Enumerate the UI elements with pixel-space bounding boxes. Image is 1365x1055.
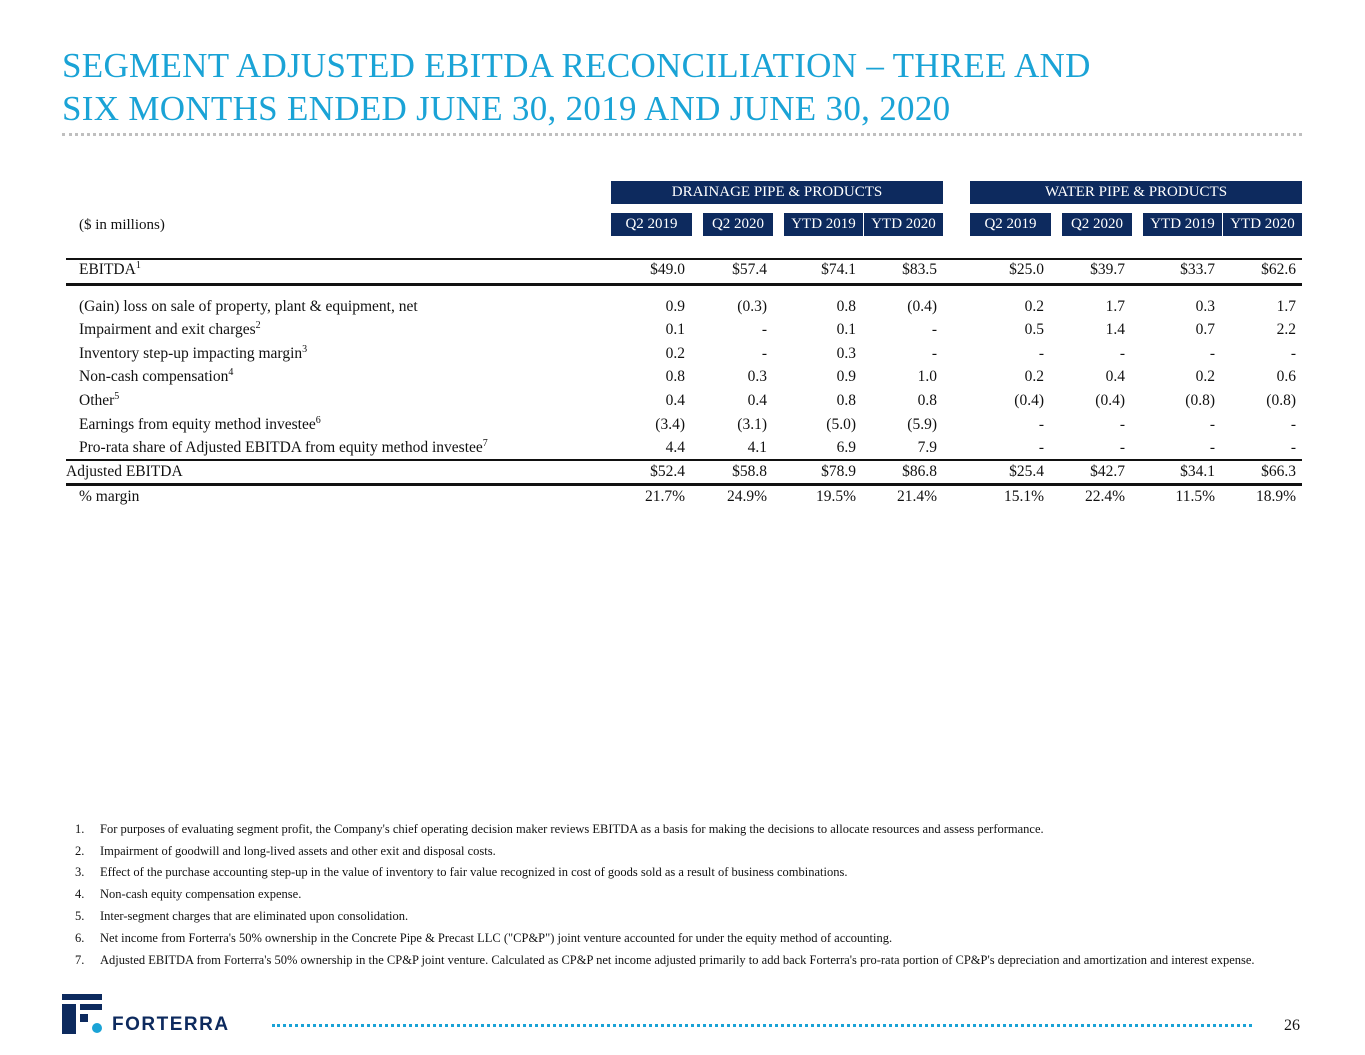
row-label-text: EBITDA [79, 261, 136, 278]
table-cell: 0.1 [836, 321, 856, 338]
table-row-pro-rata-share [0, 437, 1365, 459]
col-header-drainage-ytd-2020: YTD 2020 [864, 213, 943, 236]
col-header-water-ytd-2019: YTD 2019 [1143, 213, 1222, 236]
table-cell: (5.0) [826, 416, 856, 433]
table-cell: - [1290, 416, 1296, 433]
table-cell: - [1119, 345, 1125, 362]
table-cell: $49.0 [650, 261, 685, 278]
table-row-adjusted-ebitda [0, 461, 1365, 483]
title-line-1: SEGMENT ADJUSTED EBITDA RECONCILIATION – THREE AND [62, 46, 1091, 85]
table-cell: 1.0 [917, 368, 937, 385]
brand-name: FORTERRA [112, 1014, 230, 1035]
segment-header-drainage: DRAINAGE PIPE & PRODUCTS [611, 181, 943, 204]
segment-header-water: WATER PIPE & PRODUCTS [970, 181, 1302, 204]
table-cell: $39.7 [1090, 261, 1125, 278]
col-header-water-q2-2020: Q2 2020 [1062, 213, 1132, 236]
row-label [79, 366, 233, 388]
table-cell: 0.3 [747, 368, 767, 385]
table-cell: 21.4% [896, 488, 937, 505]
title-divider [62, 133, 1302, 136]
table-cell: (0.3) [737, 298, 767, 315]
footnote-text: Impairment of goodwill and long-lived assets and other exit and disposal costs. [100, 843, 496, 858]
table-cell: (0.4) [1095, 392, 1125, 409]
table-row-margin [0, 486, 1365, 508]
row-label [79, 296, 418, 318]
table-cell: 0.4 [665, 392, 685, 409]
table-cell: - [1119, 416, 1125, 433]
col-header-drainage-q2-2020: Q2 2020 [703, 213, 773, 236]
table-cell: - [1290, 345, 1296, 362]
footnote-item [75, 819, 1305, 841]
footnote-ref: 2 [255, 319, 261, 331]
table-cell: - [931, 321, 937, 338]
page-number: 26 [1284, 1017, 1300, 1034]
footnote-text: Inter-segment charges that are eliminated upon consolidation. [100, 908, 409, 923]
table-row-gain-loss-on-sale [0, 296, 1365, 318]
table-cell: $74.1 [821, 261, 856, 278]
table-cell: - [1209, 416, 1215, 433]
row-label-text: Pro-rata share of Adjusted EBITDA from equity method investee [79, 439, 483, 456]
footnote-item [75, 906, 1305, 928]
table-cell: - [761, 345, 767, 362]
table-cell: 7.9 [917, 439, 937, 456]
table-cell: 0.9 [665, 298, 685, 315]
table-cell: 0.3 [836, 345, 856, 362]
table-cell: $57.4 [732, 261, 767, 278]
footnote-ref: 3 [302, 343, 308, 355]
table-cell: 11.5% [1175, 488, 1215, 505]
table-cell: $78.9 [821, 463, 856, 480]
table-cell: - [931, 345, 937, 362]
row-label-text: (Gain) loss on sale of property, plant & equipment, net [79, 298, 418, 315]
footnote-item [75, 949, 1305, 968]
table-cell: - [1209, 345, 1215, 362]
row-label [79, 259, 141, 281]
footnote-ref: 7 [482, 437, 488, 449]
table-cell: $83.5 [902, 261, 937, 278]
table-cell: 0.1 [665, 321, 685, 338]
table-cell: 0.4 [1105, 368, 1125, 385]
footnote-item [75, 884, 1305, 906]
row-label [66, 461, 183, 483]
footer-divider [272, 1024, 1252, 1027]
table-cell: 21.7% [644, 488, 685, 505]
table-cell: - [1038, 416, 1044, 433]
table-cell: 19.5% [815, 488, 856, 505]
units-label: ($ in millions) [79, 217, 165, 233]
table-cell: 0.4 [747, 392, 767, 409]
table-cell: (0.4) [1014, 392, 1044, 409]
table-cell: $58.8 [732, 463, 767, 480]
footnote-ref: 4 [228, 366, 234, 378]
table-cell: (5.9) [907, 416, 937, 433]
table-cell: 0.2 [1024, 298, 1044, 315]
table-cell: $25.0 [1009, 261, 1044, 278]
footnote-number: 3. [75, 865, 85, 880]
footnote-number: 7. [75, 953, 85, 968]
table-cell: 0.3 [1195, 298, 1215, 315]
table-cell: - [1038, 439, 1044, 456]
table-row-equity-earnings [0, 414, 1365, 436]
table-cell: 0.8 [836, 298, 856, 315]
table-cell: $33.7 [1180, 261, 1215, 278]
footnote-number: 4. [75, 887, 85, 902]
table-cell: 1.7 [1276, 298, 1296, 315]
table-cell: $25.4 [1009, 463, 1044, 480]
title-line-2: SIX MONTHS ENDED JUNE 30, 2019 AND JUNE 30, 2020 [62, 89, 951, 128]
table-cell: 22.4% [1084, 488, 1125, 505]
table-cell: 0.5 [1024, 321, 1044, 338]
table-cell: 4.4 [665, 439, 685, 456]
row-label [79, 414, 321, 436]
table-cell: 24.9% [726, 488, 767, 505]
table-cell: - [1119, 439, 1125, 456]
row-label-text: % margin [79, 488, 140, 505]
footnote-item [75, 841, 1305, 863]
footnote-ref: 1 [135, 259, 141, 271]
table-cell: (0.8) [1185, 392, 1215, 409]
row-label-text: Adjusted EBITDA [66, 463, 183, 480]
row-label-text: Impairment and exit charges [79, 321, 256, 338]
table-row-other [0, 390, 1365, 412]
table-cell: 0.6 [1276, 368, 1296, 385]
table-cell: $52.4 [650, 463, 685, 480]
table-cell: - [761, 321, 767, 338]
row-label [79, 437, 488, 459]
table-cell: (3.4) [655, 416, 685, 433]
table-cell: 18.9% [1255, 488, 1296, 505]
row-label [79, 486, 139, 508]
table-cell: - [1038, 345, 1044, 362]
col-header-drainage-ytd-2019: YTD 2019 [784, 213, 863, 236]
table-cell: - [1209, 439, 1215, 456]
forterra-logo-icon [62, 994, 102, 1034]
table-cell: 2.2 [1276, 321, 1296, 338]
table-cell: 0.9 [836, 368, 856, 385]
table-cell: 1.4 [1105, 321, 1125, 338]
table-cell: 0.2 [665, 345, 685, 362]
table-row-non-cash-comp [0, 366, 1365, 388]
footnote-number: 2. [75, 843, 85, 858]
table-cell: $66.3 [1261, 463, 1296, 480]
footnote-text: Net income from Forterra's 50% ownership in the Concrete Pipe & Precast LLC ("CP&P") joint venture accounted for under the equity method of accounting. [100, 930, 893, 945]
col-header-water-ytd-2020: YTD 2020 [1223, 213, 1302, 236]
table-cell: (0.8) [1266, 392, 1296, 409]
footnote-text: Non-cash equity compensation expense. [100, 887, 302, 902]
footnote-text: Effect of the purchase accounting step-up in the value of inventory to fair value recognized in cost of goods sold as a result of business combinations. [100, 865, 848, 880]
row-label [79, 343, 307, 365]
table-cell: (0.4) [907, 298, 937, 315]
table-cell: 0.2 [1195, 368, 1215, 385]
footnote-text: Adjusted EBITDA from Forterra's 50% ownership in the CP&P joint venture. Calculated as CP&P net income adjusted primarily to add back Forterra's pro-rata portion of CP&P's depreciation and amortization and interest expense. [100, 953, 1255, 968]
row-label [79, 390, 119, 412]
rule-below-ebitda [66, 283, 1302, 286]
col-header-water-q2-2019: Q2 2019 [970, 213, 1051, 236]
row-label-text: Non-cash compensation [79, 368, 229, 385]
footnote-text: For purposes of evaluating segment profit, the Company's chief operating decision maker reviews EBITDA as a basis for making the decisions to allocate resources and assess performance. [100, 822, 1044, 836]
footnote-item [75, 862, 1305, 884]
footnote-number: 5. [75, 908, 85, 923]
table-cell: $86.8 [902, 463, 937, 480]
table-cell: 0.7 [1195, 321, 1215, 338]
page-title [62, 44, 1292, 130]
table-row-impairment-exit [0, 319, 1365, 341]
table-row-ebitda [0, 259, 1365, 281]
table-cell: (3.1) [737, 416, 767, 433]
footnote-number: 1. [75, 822, 85, 836]
footnote-ref: 5 [114, 390, 120, 402]
table-cell: $62.6 [1261, 261, 1296, 278]
footnote-number: 6. [75, 930, 85, 945]
table-row-inventory-step-up [0, 343, 1365, 365]
table-cell: 1.7 [1105, 298, 1125, 315]
table-cell: 6.9 [836, 439, 856, 456]
table-cell: $42.7 [1090, 463, 1125, 480]
row-label-text: Other [79, 392, 115, 409]
table-cell: 0.8 [836, 392, 856, 409]
footnotes [75, 819, 1305, 968]
table-cell: 0.2 [1024, 368, 1044, 385]
footnote-ref: 6 [315, 414, 321, 426]
row-label-text: Inventory step-up impacting margin [79, 345, 303, 362]
table-cell: $34.1 [1180, 463, 1215, 480]
table-cell: 4.1 [747, 439, 767, 456]
col-header-drainage-q2-2019: Q2 2019 [611, 213, 692, 236]
table-cell: - [1290, 439, 1296, 456]
footnote-item [75, 928, 1305, 950]
table-cell: 0.8 [665, 368, 685, 385]
table-cell: 15.1% [1003, 488, 1044, 505]
row-label [79, 319, 261, 341]
row-label-text: Earnings from equity method investee [79, 416, 316, 433]
table-cell: 0.8 [917, 392, 937, 409]
